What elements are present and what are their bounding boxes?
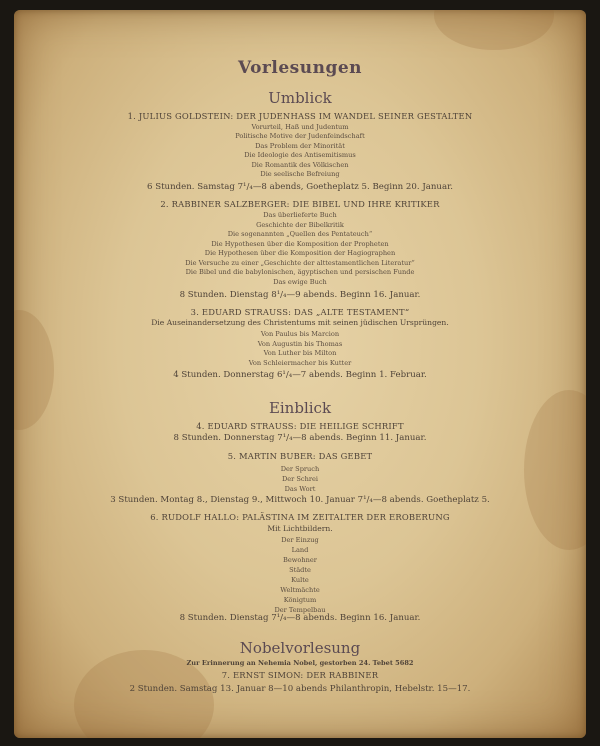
section-heading-nobel: Nobelvorlesung <box>239 639 361 657</box>
lecture-topic: Von Paulus bis Marcion <box>260 330 340 338</box>
lecture-topic: Die Bibel und die babylonischen, ägyptischen und persischen Funde <box>185 268 415 276</box>
lecture-topic: Land <box>291 546 309 554</box>
lecture-schedule: 3 Stunden. Montag 8., Dienstag 9., Mittwoch 10. Januar 7¹/₄—8 abends. Goetheplatz 5. <box>110 495 490 505</box>
lecture-schedule: 8 Stunden. Donnerstag 7¹/₄—8 abends. Beginn 11. Januar. <box>173 433 427 443</box>
lecture-program <box>14 10 586 738</box>
lecture-schedule: 8 Stunden. Dienstag 7¹/₄—8 abends. Beginn 16. Januar. <box>179 613 421 623</box>
lecture-topic: Die seelische Befreiung <box>260 170 340 178</box>
lecture-subtitle: Die Auseinandersetzung des Christentums mit seinen jüdischen Ursprüngen. <box>151 318 449 327</box>
lecture-topic: Städte <box>289 566 311 574</box>
lecture-topic: Der Schrei <box>281 475 319 483</box>
lecture-topic: Die sogenannten „Quellen des Pentateuch“ <box>227 230 373 238</box>
lecture-schedule: 4 Stunden. Donnerstag 6¹/₄—7 abends. Beginn 1. Februar. <box>173 370 427 380</box>
lecture-schedule: 6 Stunden. Samstag 7¹/₄—8 abends, Goetheplatz 5. Beginn 20. Januar. <box>147 182 453 192</box>
paper-sheet <box>14 10 586 738</box>
lecture-title: 4. EDUARD STRAUSS: DIE HEILIGE SCHRIFT <box>196 421 404 431</box>
lecture-topic: Die Versuche zu einer „Geschichte der alttestamentlichen Literatur“ <box>185 258 415 267</box>
lecture-topic: Politische Motive der Judenfeindschaft <box>235 132 365 140</box>
lecture-topic: Weltmächte <box>280 586 320 594</box>
lecture-topic: Geschichte der Bibelkritik <box>256 220 344 229</box>
lecture-topic: Königtum <box>283 596 317 604</box>
lecture-topic: Der Spruch <box>280 465 320 473</box>
lecture-schedule: 2 Stunden. Samstag 13. Januar 8—10 abends Philanthropin, Hebelstr. 15—17. <box>129 684 471 694</box>
lecture-topic: Von Luther bis Milton <box>263 349 337 357</box>
lecture-topic: Von Augustin bis Thomas <box>257 339 343 348</box>
lecture-topic: Der Tempelbau <box>274 606 326 614</box>
lecture-title: 5. MARTIN BUBER: DAS GEBET <box>227 451 373 461</box>
lecture-topic: Die Romantik des Völkischen <box>251 160 349 169</box>
section-heading-einblick: Einblick <box>268 399 332 417</box>
lecture-topic: Kulte <box>291 576 309 584</box>
lecture-topic: Von Schleiermacher bis Kutter <box>248 358 352 367</box>
lecture-topic: Bewohner <box>283 556 317 564</box>
page-title: Vorlesungen <box>237 58 363 78</box>
lecture-topic: Die Ideologie des Antisemitismus <box>244 151 356 159</box>
dedication-line: Zur Erinnerung an Nehemia Nobel, gestorben 24. Tebet 5682 <box>186 659 414 667</box>
lecture-topic: Der Einzug <box>281 536 319 544</box>
lecture-title: 2. RABBINER SALZBERGER: DIE BIBEL UND IHRE KRITIKER <box>160 199 440 209</box>
lecture-topic: Das überlieferte Buch <box>263 211 337 219</box>
lecture-title: 6. RUDOLF HALLO: PALÄSTINA IM ZEITALTER DER EROBERUNG <box>150 512 450 522</box>
lecture-topic: Die Hypothesen über die Komposition der Hagiographen <box>204 249 396 257</box>
lecture-title: 7. ERNST SIMON: DER RABBINER <box>221 670 379 680</box>
lecture-title: 3. EDUARD STRAUSS: DAS „ALTE TESTAMENT“ <box>190 307 410 317</box>
lecture-topic: Die Hypothesen über die Komposition der Propheten <box>211 239 389 248</box>
section-heading-umblick: Umblick <box>268 89 332 107</box>
lecture-title: 1. JULIUS GOLDSTEIN: DER JUDENHASS IM WANDEL SEINER GESTALTEN <box>127 111 473 121</box>
lecture-subtitle: Mit Lichtbildern. <box>267 524 333 533</box>
lecture-topic: Das Wort <box>284 485 316 493</box>
lecture-schedule: 8 Stunden. Dienstag 8¹/₄—9 abends. Beginn 16. Januar. <box>179 290 421 300</box>
lecture-topic: Das Problem der Minorität <box>255 141 345 150</box>
lecture-topic: Das ewige Buch <box>273 277 327 286</box>
lecture-topic: Vorurteil, Haß und Judentum <box>251 123 349 131</box>
